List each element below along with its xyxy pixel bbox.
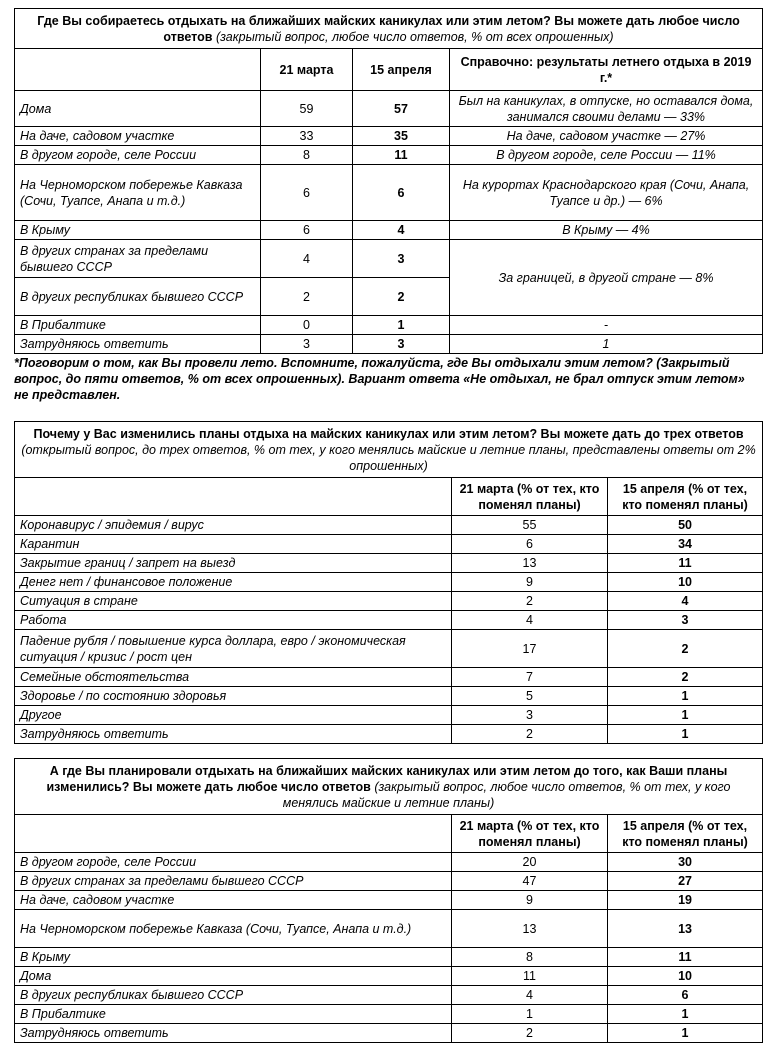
table-row bbox=[15, 706, 763, 725]
table-row bbox=[15, 891, 763, 910]
col-header-april: 15 апреля bbox=[353, 49, 450, 91]
value-april: 11 bbox=[608, 554, 763, 573]
row-label: В другом городе, селе России bbox=[15, 146, 261, 165]
table-row bbox=[15, 967, 763, 986]
value-march: 13 bbox=[452, 554, 608, 573]
value-april: 2 bbox=[353, 278, 450, 316]
table-original-plans bbox=[14, 758, 763, 1043]
value-march: 4 bbox=[452, 611, 608, 630]
row-label: Ситуация в стране bbox=[15, 592, 452, 611]
row-label: В других республиках бывшего СССР bbox=[15, 986, 452, 1005]
row-label: Другое bbox=[15, 706, 452, 725]
question-1: Где Вы собираетесь отдыхать на ближайших майских каникулах или этим летом? Вы можете дать любое число ответов (закрытый вопрос, любое число ответов, % от всех опрошенных) bbox=[15, 9, 763, 49]
value-april: 2 bbox=[608, 630, 763, 668]
value-april: 6 bbox=[608, 986, 763, 1005]
question-2: Почему у Вас изменились планы отдыха на майских каникулах или этим летом? Вы можете дать до трех ответов (открытый вопрос, до трех ответов, % от тех, у кого менялись майские и летние планы, представлены ответы от 2% опрошенных) bbox=[15, 422, 763, 478]
col-header-reference: Справочно: результаты летнего отдыха в 2019 г.* bbox=[450, 49, 763, 91]
row-label: Коронавирус / эпидемия / вирус bbox=[15, 516, 452, 535]
question-3: А где Вы планировали отдыхать на ближайших майских каникулах или этим летом до того, как Ваши планы изменились? Вы можете дать любое число ответов (закрытый вопрос, любое число ответов, % от тех, у кого менялись майские и летние планы) bbox=[15, 759, 763, 815]
reference-note: Был на каникулах, в отпуске, но оставался дома, занимался своими делами — 33% bbox=[450, 91, 763, 127]
row-label: В других республиках бывшего СССР bbox=[15, 278, 261, 316]
value-march: 3 bbox=[261, 335, 353, 354]
row-label: На даче, садовом участке bbox=[15, 127, 261, 146]
header-row bbox=[15, 49, 763, 91]
value-march: 2 bbox=[452, 1024, 608, 1043]
value-april: 2 bbox=[608, 668, 763, 687]
value-march: 9 bbox=[452, 573, 608, 592]
row-label: Затрудняюсь ответить bbox=[15, 725, 452, 744]
value-march: 2 bbox=[261, 278, 353, 316]
row-label: Затрудняюсь ответить bbox=[15, 1024, 452, 1043]
row-label: Работа bbox=[15, 611, 452, 630]
col-header-march: 21 марта bbox=[261, 49, 353, 91]
value-march: 9 bbox=[452, 891, 608, 910]
value-march: 5 bbox=[452, 687, 608, 706]
table-row bbox=[15, 516, 763, 535]
table-row bbox=[15, 146, 763, 165]
value-march: 2 bbox=[452, 725, 608, 744]
row-label: В Крыму bbox=[15, 221, 261, 240]
table-row bbox=[15, 611, 763, 630]
table-row bbox=[15, 535, 763, 554]
value-march: 0 bbox=[261, 316, 353, 335]
value-march: 1 bbox=[452, 1005, 608, 1024]
value-march: 8 bbox=[452, 948, 608, 967]
table-row bbox=[15, 240, 763, 278]
row-label: Дома bbox=[15, 967, 452, 986]
value-march: 55 bbox=[452, 516, 608, 535]
table-row bbox=[15, 592, 763, 611]
value-april: 1 bbox=[353, 316, 450, 335]
table-row bbox=[15, 91, 763, 127]
value-april: 1 bbox=[608, 725, 763, 744]
row-label: В Прибалтике bbox=[15, 316, 261, 335]
row-label: В других странах за пределами бывшего СССР bbox=[15, 872, 452, 891]
value-march: 17 bbox=[452, 630, 608, 668]
row-label: В другом городе, селе России bbox=[15, 853, 452, 872]
value-march: 6 bbox=[452, 535, 608, 554]
table-row bbox=[15, 1024, 763, 1043]
value-april: 19 bbox=[608, 891, 763, 910]
table-row bbox=[15, 573, 763, 592]
value-april: 34 bbox=[608, 535, 763, 554]
value-april: 30 bbox=[608, 853, 763, 872]
value-april: 3 bbox=[353, 240, 450, 278]
value-april: 11 bbox=[608, 948, 763, 967]
header-row bbox=[15, 478, 763, 516]
row-label: На даче, садовом участке bbox=[15, 891, 452, 910]
value-march: 6 bbox=[261, 221, 353, 240]
value-april: 11 bbox=[353, 146, 450, 165]
table-vacation-plans bbox=[14, 8, 763, 354]
value-march: 47 bbox=[452, 872, 608, 891]
table-row bbox=[15, 986, 763, 1005]
table-row bbox=[15, 668, 763, 687]
value-april: 13 bbox=[608, 910, 763, 948]
reference-note: За границей, в другой стране — 8% bbox=[450, 240, 763, 316]
value-april: 10 bbox=[608, 573, 763, 592]
table-row bbox=[15, 853, 763, 872]
value-march: 4 bbox=[261, 240, 353, 278]
value-march: 20 bbox=[452, 853, 608, 872]
row-label: Здоровье / по состоянию здоровья bbox=[15, 687, 452, 706]
value-april: 3 bbox=[353, 335, 450, 354]
row-label: На Черноморском побережье Кавказа (Сочи, Туапсе, Анапа и т.д.) bbox=[15, 910, 452, 948]
value-march: 33 bbox=[261, 127, 353, 146]
value-april: 1 bbox=[608, 1005, 763, 1024]
table-row bbox=[15, 221, 763, 240]
value-april: 1 bbox=[608, 687, 763, 706]
value-april: 4 bbox=[353, 221, 450, 240]
value-april: 1 bbox=[608, 1024, 763, 1043]
value-march: 8 bbox=[261, 146, 353, 165]
value-april: 4 bbox=[608, 592, 763, 611]
value-april: 50 bbox=[608, 516, 763, 535]
value-april: 57 bbox=[353, 91, 450, 127]
table-row bbox=[15, 872, 763, 891]
row-label: Карантин bbox=[15, 535, 452, 554]
value-march: 3 bbox=[452, 706, 608, 725]
reference-note: - bbox=[450, 316, 763, 335]
table-change-reasons bbox=[14, 421, 763, 744]
value-march: 4 bbox=[452, 986, 608, 1005]
value-march: 59 bbox=[261, 91, 353, 127]
value-april: 1 bbox=[608, 706, 763, 725]
footnote: *Поговорим о том, как Вы провели лето. Вспомните, пожалуйста, где Вы отдыхали этим летом? (Закрытый вопрос, до пяти ответов, % от всех опрошенных). Вариант ответа «Не отдыхал, не брал отпуск этим летом» не представлен. bbox=[14, 356, 745, 402]
row-label: Закрытие границ / запрет на выезд bbox=[15, 554, 452, 573]
table-row bbox=[15, 127, 763, 146]
table-row bbox=[15, 948, 763, 967]
reference-note: В Крыму — 4% bbox=[450, 221, 763, 240]
col-header-march: 21 марта (% от тех, кто поменял планы) bbox=[452, 478, 608, 516]
table-row bbox=[15, 910, 763, 948]
reference-note: На даче, садовом участке — 27% bbox=[450, 127, 763, 146]
col-header-april: 15 апреля (% от тех, кто поменял планы) bbox=[608, 478, 763, 516]
reference-note: В другом городе, селе России — 11% bbox=[450, 146, 763, 165]
table-row bbox=[15, 316, 763, 335]
row-label: Затрудняюсь ответить bbox=[15, 335, 261, 354]
value-april: 6 bbox=[353, 165, 450, 221]
col-header-april: 15 апреля (% от тех, кто поменял планы) bbox=[608, 815, 763, 853]
row-label: Дома bbox=[15, 91, 261, 127]
value-april: 27 bbox=[608, 872, 763, 891]
header-row bbox=[15, 815, 763, 853]
value-march: 13 bbox=[452, 910, 608, 948]
table-row bbox=[15, 630, 763, 668]
row-label: В Прибалтике bbox=[15, 1005, 452, 1024]
reference-note: 1 bbox=[450, 335, 763, 354]
value-march: 6 bbox=[261, 165, 353, 221]
value-march: 2 bbox=[452, 592, 608, 611]
table-row bbox=[15, 725, 763, 744]
row-label: На Черноморском побережье Кавказа (Сочи, Туапсе, Анапа и т.д.) bbox=[15, 165, 261, 221]
row-label: Падение рубля / повышение курса доллара, евро / экономическая ситуация / кризис / рост цен bbox=[15, 630, 452, 668]
reference-note: На курортах Краснодарского края (Сочи, Анапа, Туапсе и др.) — 6% bbox=[450, 165, 763, 221]
row-label: Денег нет / финансовое положение bbox=[15, 573, 452, 592]
col-header-march: 21 марта (% от тех, кто поменял планы) bbox=[452, 815, 608, 853]
row-label: В Крыму bbox=[15, 948, 452, 967]
table-row bbox=[15, 1005, 763, 1024]
row-label: Семейные обстоятельства bbox=[15, 668, 452, 687]
table-row bbox=[15, 165, 763, 221]
table-row bbox=[15, 554, 763, 573]
value-march: 7 bbox=[452, 668, 608, 687]
row-label: В других странах за пределами бывшего СССР bbox=[15, 240, 261, 278]
table-row bbox=[15, 335, 763, 354]
value-march: 11 bbox=[452, 967, 608, 986]
document bbox=[14, 8, 762, 1043]
table-row bbox=[15, 687, 763, 706]
value-april: 10 bbox=[608, 967, 763, 986]
value-april: 35 bbox=[353, 127, 450, 146]
value-april: 3 bbox=[608, 611, 763, 630]
